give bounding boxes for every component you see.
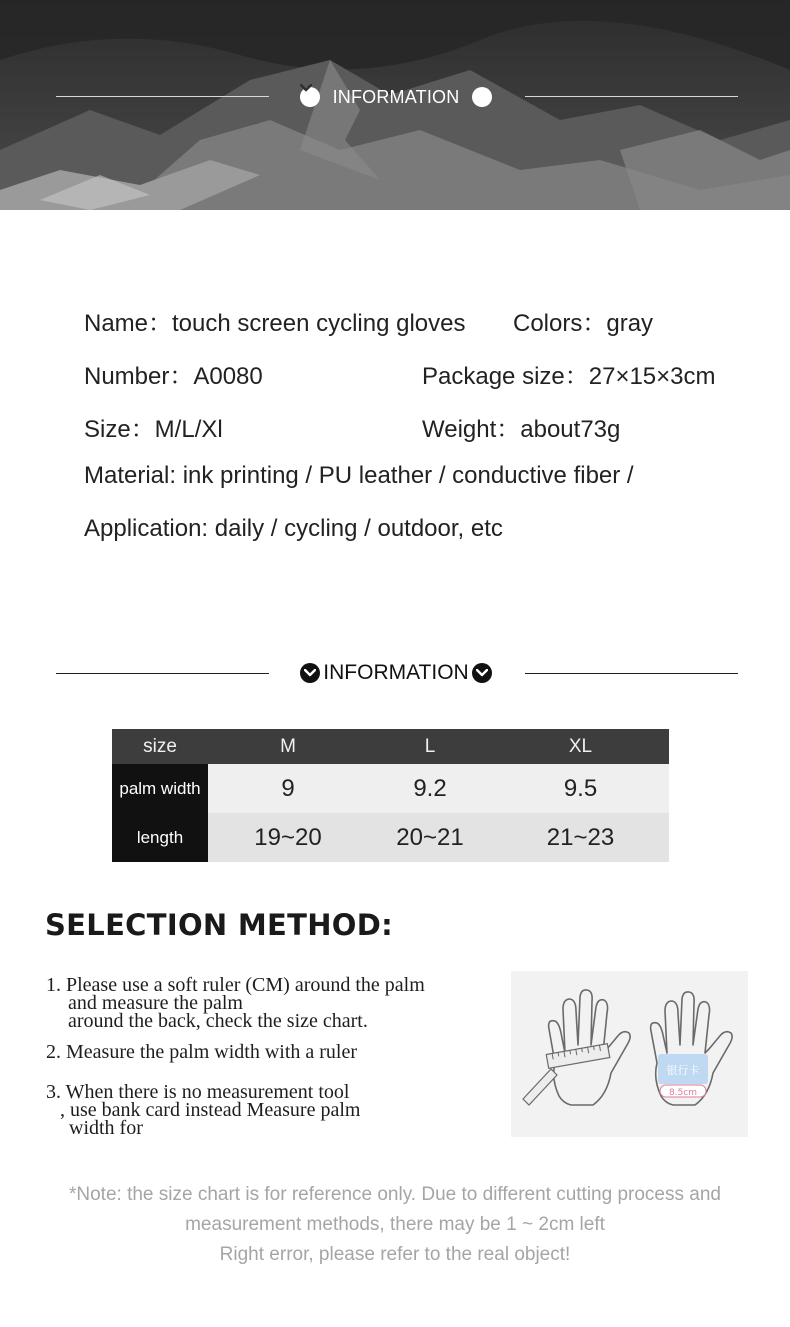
- banner-title: INFORMATION: [332, 86, 460, 107]
- step-3-line-1: 3. When there is no measurement tool: [46, 1081, 350, 1103]
- hand-measure-illustration: [511, 971, 748, 1137]
- table-cell: 20~21: [368, 813, 492, 862]
- section-title-group: [300, 660, 492, 686]
- section-divider-right: [525, 673, 738, 674]
- info-number: Number：A0080: [84, 363, 263, 390]
- banner-title-group: [300, 84, 492, 110]
- note-line-1: *Note: the size chart is for reference only. Due to different cutting process and: [69, 1184, 721, 1205]
- table-row: [112, 813, 669, 862]
- hand-illustration-icon: [511, 971, 748, 1137]
- header-banner: [0, 0, 790, 210]
- step-2: 2. Measure the palm width with a ruler: [46, 1041, 358, 1063]
- chevron-down-icon: [472, 87, 492, 107]
- section-divider-left: [56, 673, 269, 674]
- info-material: Material: ink printing / PU leather / conductive fiber /: [84, 462, 634, 489]
- selection-heading: SELECTION METHOD:: [45, 908, 394, 942]
- card-label: 银行卡: [666, 1064, 700, 1077]
- table-row: [112, 764, 669, 813]
- table-header-cell: L: [368, 729, 492, 764]
- table-cell: 21~23: [492, 813, 669, 862]
- table-header-cell: XL: [492, 729, 669, 764]
- table-cell: 19~20: [208, 813, 368, 862]
- step-3-line-2: , use bank card instead Measure palm: [60, 1099, 361, 1121]
- note-line-3: Right error, please refer to the real object!: [219, 1244, 571, 1265]
- info-colors: Colors：gray: [513, 310, 654, 337]
- banner-divider-left: [56, 96, 269, 97]
- size-chart-table: [112, 729, 669, 862]
- row-label: palm width: [112, 764, 208, 813]
- info-package-size: Package size：27×15×3cm: [422, 363, 716, 390]
- table-cell: 9: [208, 764, 368, 813]
- info-application: Application: daily / cycling / outdoor, etc: [84, 515, 503, 542]
- chevron-down-icon: [472, 663, 492, 683]
- note-line-2: measurement methods, there may be 1 ~ 2cm left: [185, 1214, 605, 1235]
- banner-divider-right: [525, 96, 738, 97]
- table-cell: 9.2: [368, 764, 492, 813]
- info-weight: Weight：about73g: [422, 416, 621, 443]
- card-measure-label: 8.5cm: [668, 1088, 698, 1098]
- section-title: INFORMATION: [323, 661, 469, 684]
- table-header-cell: M: [208, 729, 368, 764]
- table-header-row: [112, 729, 669, 764]
- step-1-line-3: around the back, check the size chart.: [68, 1010, 368, 1032]
- chevron-down-icon: [300, 663, 320, 683]
- info-size: Size：M/L/Xl: [84, 416, 223, 443]
- table-header-cell: size: [112, 729, 208, 764]
- table-cell: 9.5: [492, 764, 669, 813]
- step-1-line-2: and measure the palm: [68, 992, 243, 1014]
- row-label: length: [112, 813, 208, 862]
- info-name: Name：touch screen cycling gloves: [84, 310, 466, 337]
- step-1-line-1: 1. Please use a soft ruler (CM) around the palm: [46, 974, 425, 996]
- step-3-line-3: width for: [69, 1117, 143, 1139]
